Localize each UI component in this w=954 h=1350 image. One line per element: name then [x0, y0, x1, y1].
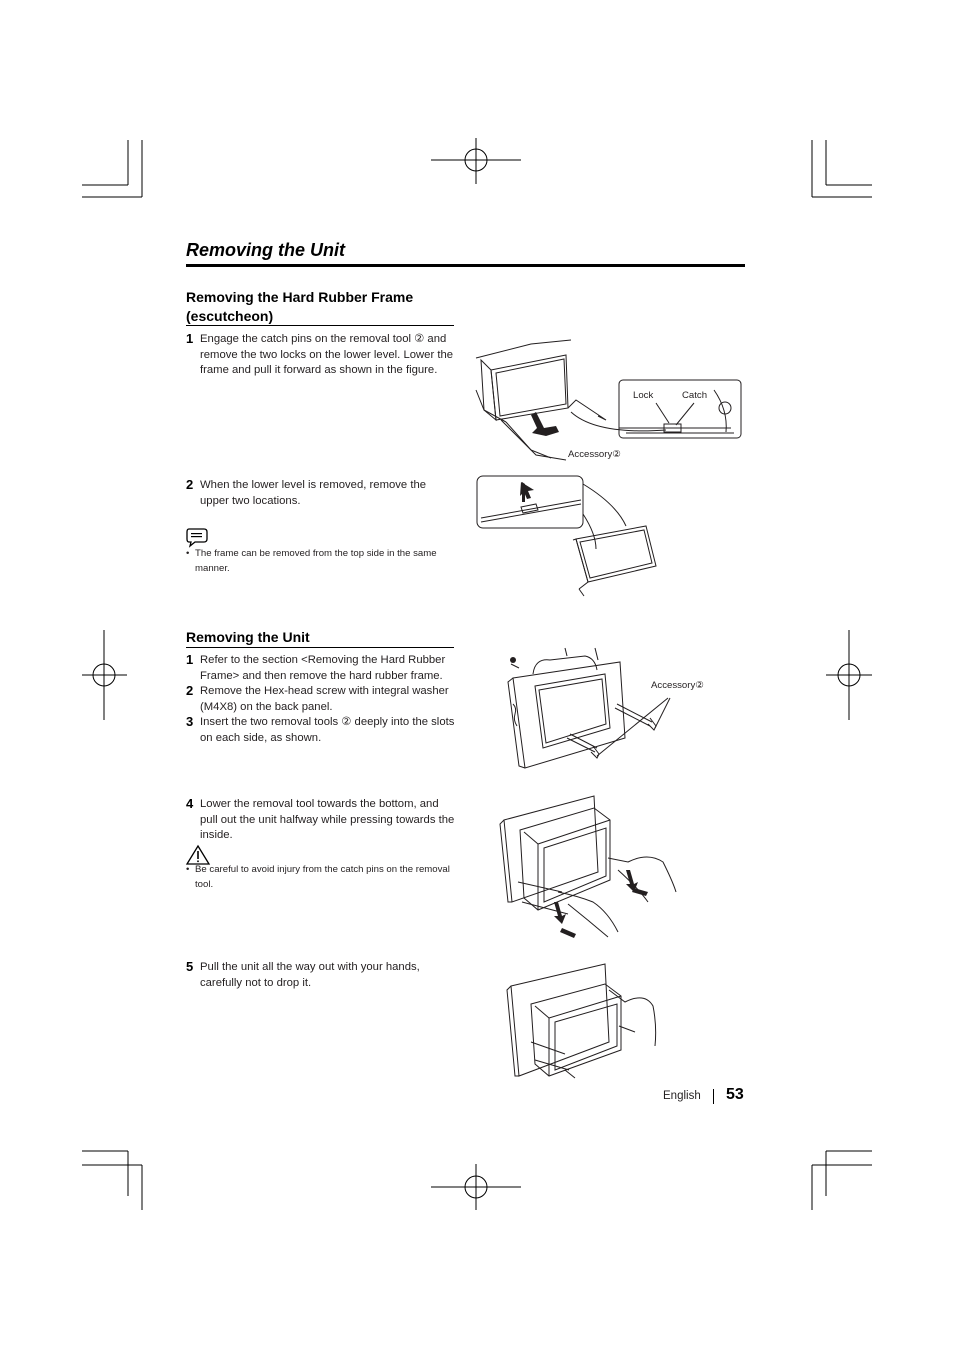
- title-rule: [186, 264, 745, 267]
- step-text: Engage the catch pins on the removal tool ② and remove the two locks on the lower level. Lower the frame and pull it forward as shown in the figure.: [200, 333, 454, 376]
- footer-language: English: [663, 1090, 701, 1102]
- step-text: Refer to the section <Removing the Hard Rubber Frame> and then remove the hard rubber frame.: [200, 654, 446, 682]
- figure-pull-out: [505, 962, 665, 1080]
- figure-pull-halfway: [498, 792, 678, 942]
- caution-text-frame: • Be careful to avoid injury from the catch pins on the removal tool.: [186, 863, 456, 892]
- section-heading-line2: (escutcheon): [186, 308, 274, 324]
- step-2-frame: [186, 478, 456, 509]
- step-number: 4: [186, 796, 194, 811]
- figure-label-accessory: Accessory②: [568, 449, 621, 460]
- figure-label-catch: Catch: [682, 390, 708, 401]
- step-number: 2: [186, 683, 194, 698]
- section-heading-unit: Removing the Unit: [186, 629, 310, 645]
- page-title: Removing the Unit: [186, 240, 346, 260]
- step-5-unit: [186, 960, 456, 991]
- step-text: Pull the unit all the way out with your hands, carefully not to drop it.: [200, 961, 420, 989]
- step-number: 1: [186, 331, 194, 346]
- footer-separator: [713, 1089, 714, 1104]
- step-number: 3: [186, 714, 194, 729]
- figure-insert-tools: [505, 648, 715, 770]
- section-heading-line1: Removing the Hard Rubber Frame: [186, 289, 414, 305]
- figure-frame-upper-removal: [476, 474, 661, 599]
- figure-label-accessory: Accessory②: [651, 680, 704, 691]
- step-text: Remove the Hex-head screw with integral washer (M4X8) on the back panel.: [200, 685, 449, 713]
- page-number: 53: [726, 1086, 744, 1103]
- step-2-unit: [186, 684, 456, 715]
- figure-frame-lower-removal: [476, 340, 746, 465]
- step-text: Insert the two removal tools ② deeply into the slots on each side, as shown.: [200, 716, 455, 744]
- note-text: The frame can be removed from the top side in the same manner.: [195, 548, 437, 574]
- step-text: When the lower level is removed, remove the upper two locations.: [200, 479, 427, 507]
- step-1-frame: [186, 332, 456, 379]
- note-text-frame: • The frame can be removed from the top side in the same manner.: [186, 547, 456, 576]
- figure-label-lock: Lock: [633, 390, 654, 401]
- caution-text: Be careful to avoid injury from the catch pins on the removal tool.: [195, 864, 450, 890]
- section-heading-frame: [186, 288, 413, 326]
- step-text: Lower the removal tool towards the bottom, and pull out the unit halfway while pressing towards the inside.: [200, 798, 455, 841]
- caution-icon: [186, 845, 210, 865]
- step-3-unit: [186, 715, 456, 746]
- step-1-unit: [186, 653, 456, 684]
- section-rule: [186, 325, 454, 326]
- step-4-unit: [186, 797, 456, 844]
- step-number: 2: [186, 477, 194, 492]
- step-number: 5: [186, 959, 194, 974]
- note-icon: [186, 527, 208, 547]
- section-rule: [186, 647, 454, 648]
- step-number: 1: [186, 652, 194, 667]
